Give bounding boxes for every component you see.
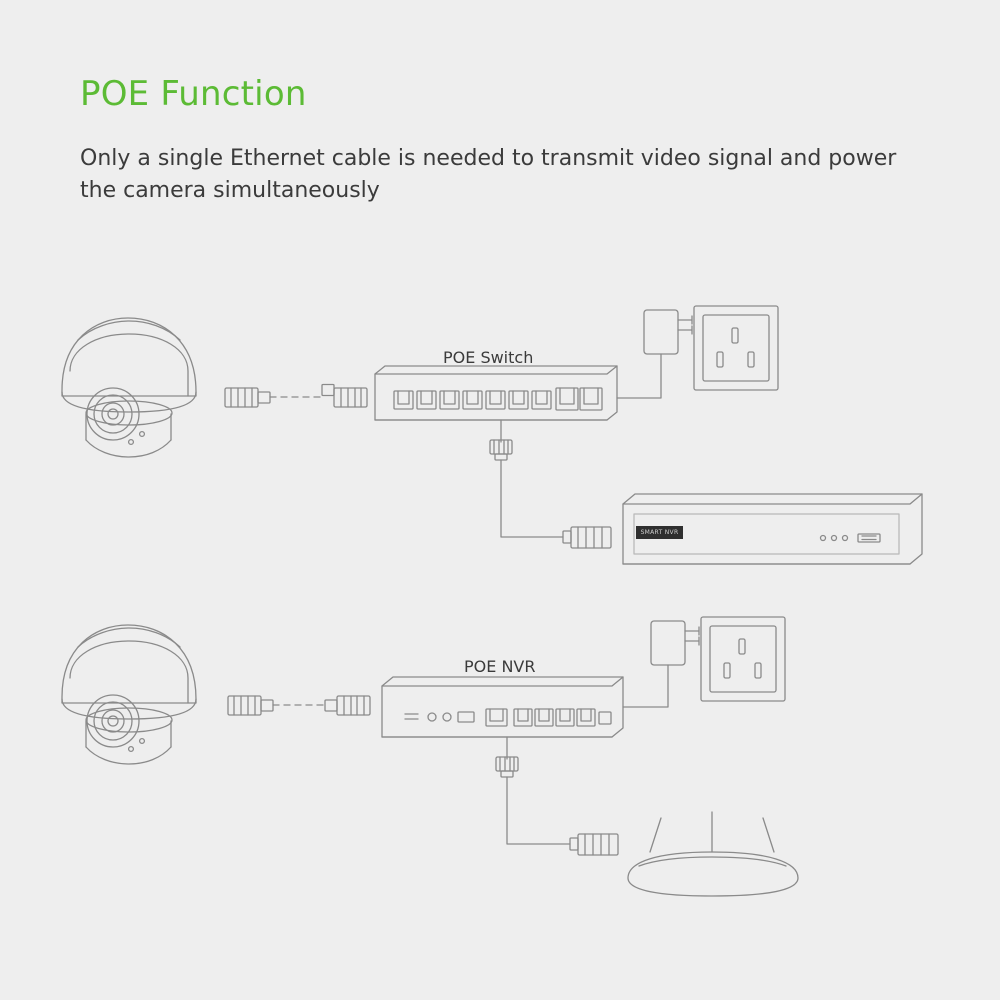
rj45-connector-4a xyxy=(496,757,518,777)
rj45-connector-2b xyxy=(563,527,611,548)
cable-switch-to-nvr xyxy=(501,460,563,537)
power-adapter-2 xyxy=(651,621,699,665)
rj45-connector-3a xyxy=(228,696,273,715)
poe-switch-label: POE Switch xyxy=(443,348,534,367)
rj45-connector-4b xyxy=(570,834,618,855)
cable-adapter-to-switch-1 xyxy=(617,354,661,398)
router-antenna-left xyxy=(650,818,661,852)
page-title: POE Function xyxy=(80,74,307,114)
rj45-connector-1b xyxy=(322,385,367,408)
rj45-connector-1a xyxy=(225,388,270,407)
wall-socket-1 xyxy=(694,306,778,390)
cable-nvr-to-router xyxy=(507,777,570,844)
rj45-connector-3b xyxy=(325,696,370,715)
wall-socket-2 xyxy=(701,617,785,701)
dome-camera-2 xyxy=(62,625,196,764)
wireless-router xyxy=(628,812,798,896)
poe-nvr-label: POE NVR xyxy=(464,657,536,676)
cable-adapter-to-nvr-2 xyxy=(623,665,668,707)
poe-switch-ports xyxy=(394,388,602,410)
dome-camera-1 xyxy=(62,318,196,457)
nvr-brand-badge: SMART NVR xyxy=(636,526,683,539)
rj45-connector-2a xyxy=(490,440,512,460)
page-subtitle: Only a single Ethernet cable is needed to transmit video signal and power the camera simultaneously xyxy=(80,146,897,203)
poe-switch xyxy=(375,366,617,420)
power-adapter-1 xyxy=(644,310,692,354)
poe-nvr-rear-io xyxy=(405,709,611,726)
router-antenna-right xyxy=(763,818,774,852)
poe-nvr xyxy=(382,677,623,737)
